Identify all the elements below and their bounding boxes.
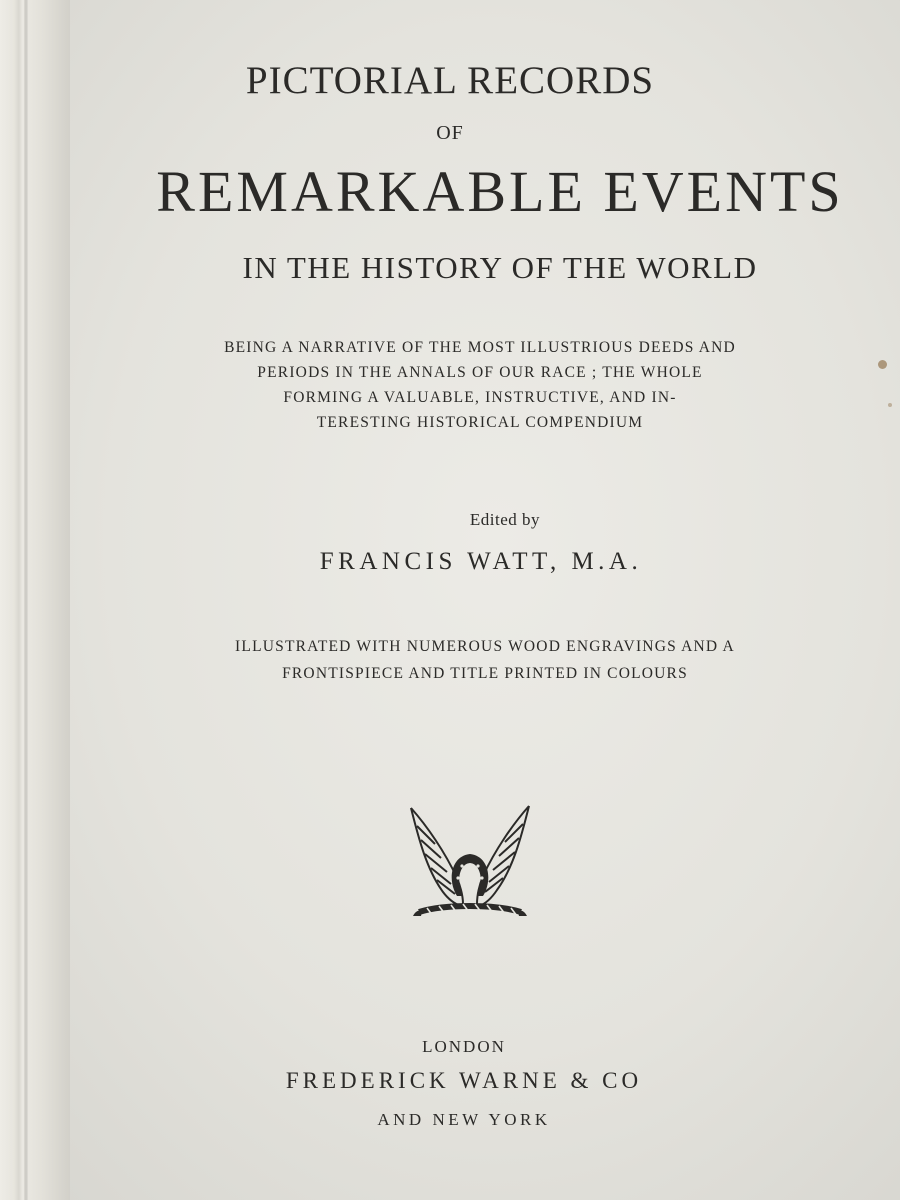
foxing-spot [888,403,892,407]
title-line-history-of-world: IN THE HISTORY OF THE WORLD [242,250,758,285]
imprint-second-city: AND NEW YORK [377,1110,551,1129]
edited-by-label: Edited by [469,510,541,529]
subtitle-line: BEING A NARRATIVE OF THE MOST ILLUSTRIOUS DEEDS AND [224,339,736,356]
publisher-name: FREDERICK WARNE & CO [285,1068,643,1093]
foxing-spot [878,360,887,369]
editor-name: FRANCIS WATT, M.A. [319,548,643,575]
subtitle-line: FORMING A VALUABLE, INSTRUCTIVE, AND IN- [283,389,677,406]
subtitle-block [100,335,860,435]
imprint-city: LONDON [422,1037,506,1056]
winged-horseshoe-icon [405,800,535,925]
title-line-pictorial-records: PICTORIAL RECORDS [245,59,655,102]
illustration-note [110,633,860,687]
title-of: OF [436,122,464,144]
illustration-note-line: FRONTISPIECE AND TITLE PRINTED IN COLOURS [282,665,688,682]
title-line-remarkable-events: REMARKABLE EVENTS [156,159,844,224]
subtitle-line: TERESTING HISTORICAL COMPENDIUM [316,414,644,431]
illustration-note-line: ILLUSTRATED WITH NUMEROUS WOOD ENGRAVINGS AND A [235,638,735,655]
subtitle-line: PERIODS IN THE ANNALS OF OUR RACE ; THE WHOLE [257,364,703,381]
